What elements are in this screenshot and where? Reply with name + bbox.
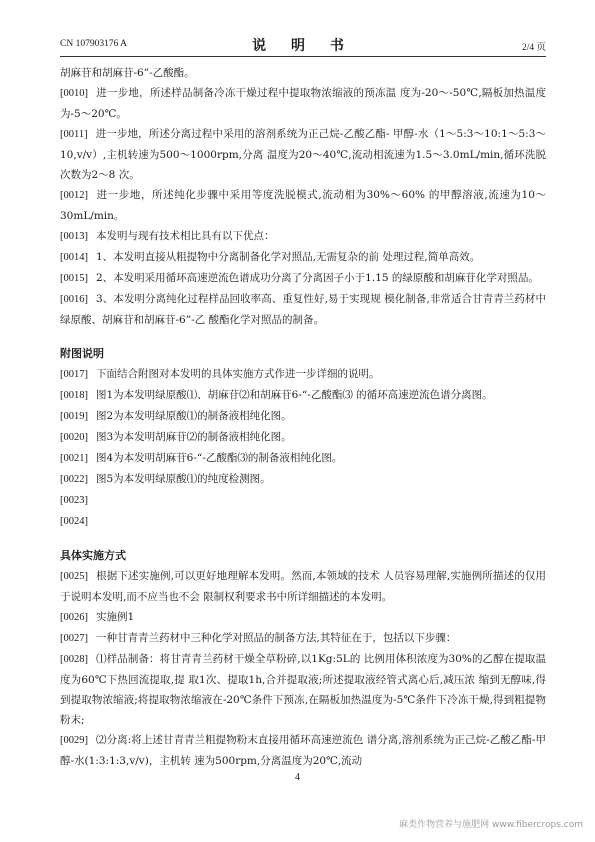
paragraph-number: [0015] xyxy=(60,273,88,284)
paragraph-number: [0019] xyxy=(60,411,88,422)
paragraph xyxy=(60,469,546,490)
figure-paragraphs xyxy=(60,364,546,532)
paragraph-text: 进一步地，所述样品制备冷冻干燥过程中提取物浓缩液的预冻温 度为-20～-50℃,隔板加热温度为-5～20℃。 xyxy=(60,87,546,120)
paragraph-number: [0016] xyxy=(60,294,88,305)
paragraph-number: [0026] xyxy=(60,612,88,623)
paragraph-number: [0011] xyxy=(60,129,88,140)
page-info: 2/4 页 xyxy=(521,43,546,53)
paragraph xyxy=(60,490,546,511)
document-title: 说 明 书 xyxy=(252,38,354,54)
paragraph xyxy=(60,124,546,185)
paragraph-text: 进一步地，所述分离过程中采用的溶剂系统为正己烷-乙酸乙酯- 甲醇-水（1～5:3～10:1～5:3～10,v/v）,主机转速为500～1000rpm,分离 温度为20～40℃,流动相流速为1.5～3.0mL/min,循环洗脱次数为2～8 次。 xyxy=(60,128,546,181)
paragraph-number: [0022] xyxy=(60,474,88,485)
paragraph xyxy=(60,406,546,427)
paragraph xyxy=(60,511,546,532)
paragraph-number: [0017] xyxy=(60,369,88,380)
paragraph xyxy=(60,289,546,330)
top-paragraphs xyxy=(60,63,546,330)
paragraph-text: 本发明与现有技术相比具有以下优点： xyxy=(96,230,275,242)
paragraph xyxy=(60,628,546,649)
paragraph-number: [0012] xyxy=(60,190,88,201)
embodiment-paragraphs xyxy=(60,566,546,771)
paragraph xyxy=(60,385,546,406)
paragraph-text: 图3为本发明胡麻苷⑵的制备液相纯化图。 xyxy=(96,431,292,443)
paragraph-text: 1、本发明直接从粗提物中分离制备化学对照品,无需复杂的前 处理过程,简单高效。 xyxy=(96,251,481,263)
paragraph-text: 2、本发明采用循环高速逆流色谱成功分离了分离因子小于1.15 的绿原酸和胡麻苷化学对照品。 xyxy=(96,272,539,284)
paragraph-text: ⑵分离:将上述甘青青兰粗提物粉末直接用循环高速逆流色 谱分离,溶剂系统为正己烷-乙酸乙酯-甲醇-水(1:3:1:3,v/v)，主机转 速为500rpm,分离温度为20℃,流动 xyxy=(60,734,546,767)
page-number: 4 xyxy=(295,772,300,783)
publication-number: CN 107903176 A xyxy=(60,39,128,49)
paragraph-text: 一种甘青青兰药材中三种化学对照品的制备方法,其特征在于，包括以下步骤： xyxy=(96,632,457,644)
paragraph-number: [0023] xyxy=(60,495,88,506)
paragraph-number: [0010] xyxy=(60,88,88,99)
document-body xyxy=(60,63,546,771)
watermark: 麻类作物营养与施肥网 www.fibercrops.com xyxy=(399,820,583,830)
paragraph xyxy=(60,566,546,607)
paragraph xyxy=(60,730,546,771)
paragraph-number: [0018] xyxy=(60,390,88,401)
paragraph-text: 3、本发明分离纯化过程样品回收率高、重复性好,易于实现规 模化制备,非常适合甘青青兰药材中绿原酸、胡麻苷和胡麻苷-6”-乙 酸酯化学对照品的制备。 xyxy=(60,293,546,326)
paragraph-text: 胡麻苷和胡麻苷-6”-乙酸酯。 xyxy=(60,67,195,79)
section-title-embodiment: 具体实施方式 xyxy=(60,549,126,562)
page-header xyxy=(60,35,546,55)
paragraph-text: 进一步地，所述纯化步骤中采用等度洗脱模式,流动相为30%～60% 的甲醇溶液,流速为10～30mL/min。 xyxy=(60,189,546,222)
paragraph xyxy=(60,63,546,83)
paragraph-number: [0024] xyxy=(60,516,88,527)
paragraph-text: 图5为本发明绿原酸⑴的纯度检测图。 xyxy=(96,473,271,485)
paragraph-number: [0013] xyxy=(60,231,88,242)
paragraph xyxy=(60,649,546,730)
paragraph xyxy=(60,427,546,448)
paragraph-number: [0014] xyxy=(60,252,88,263)
paragraph-number: [0025] xyxy=(60,571,88,582)
paragraph-text: 实施例1 xyxy=(96,611,135,623)
paragraph xyxy=(60,247,546,268)
paragraph xyxy=(60,268,546,289)
paragraph-text: 根据下述实施例,可以更好地理解本发明。然而,本领域的技术 人员容易理解,实施例所描述的仅用于说明本发明,而不应当也不会 限制权利要求书中所详细描述的本发明。 xyxy=(60,570,546,603)
paragraph xyxy=(60,83,546,124)
paragraph-text: 下面结合附图对本发明的具体实施方式作进一步详细的说明。 xyxy=(96,368,380,380)
paragraph xyxy=(60,185,546,226)
paragraph-number: [0021] xyxy=(60,453,88,464)
paragraph xyxy=(60,364,546,385)
paragraph-number: [0028] xyxy=(60,654,88,665)
paragraph xyxy=(60,226,546,247)
paragraph-number: [0029] xyxy=(60,735,88,746)
paragraph-text: 图2为本发明绿原酸⑴的制备液相纯化图。 xyxy=(96,410,292,422)
paragraph xyxy=(60,448,546,469)
paragraph-text: ⑴样品制备：将甘青青兰药材干燥全草粉碎,以1Kg:5L的 比例用体积浓度为30%的乙醇在提取温度为60℃下热回流提取,提 取1次、提取1h,合并提取液;所述提取液经管式离心后,减压浓 缩到无醇味,得到提取物浓缩液;将提取物浓缩液在-20℃条件下预冻,在隔板加热温度为-5℃条件下冷冻干燥,得到粗提物粉末; xyxy=(60,653,546,726)
header-rule xyxy=(60,56,546,57)
paragraph xyxy=(60,607,546,628)
section-title-figures: 附图说明 xyxy=(60,347,104,360)
paragraph-number: [0027] xyxy=(60,633,88,644)
paragraph-text: 图4为本发明胡麻苷6-“-乙酸酯⑶的制备液相纯化图。 xyxy=(96,452,343,464)
paragraph-text: 图1为本发明绿原酸⑴、胡麻苷⑵和胡麻苷6-“-乙酸酯⑶ 的循环高速逆流色谱分离图。 xyxy=(96,389,493,401)
paragraph-number: [0020] xyxy=(60,432,88,443)
